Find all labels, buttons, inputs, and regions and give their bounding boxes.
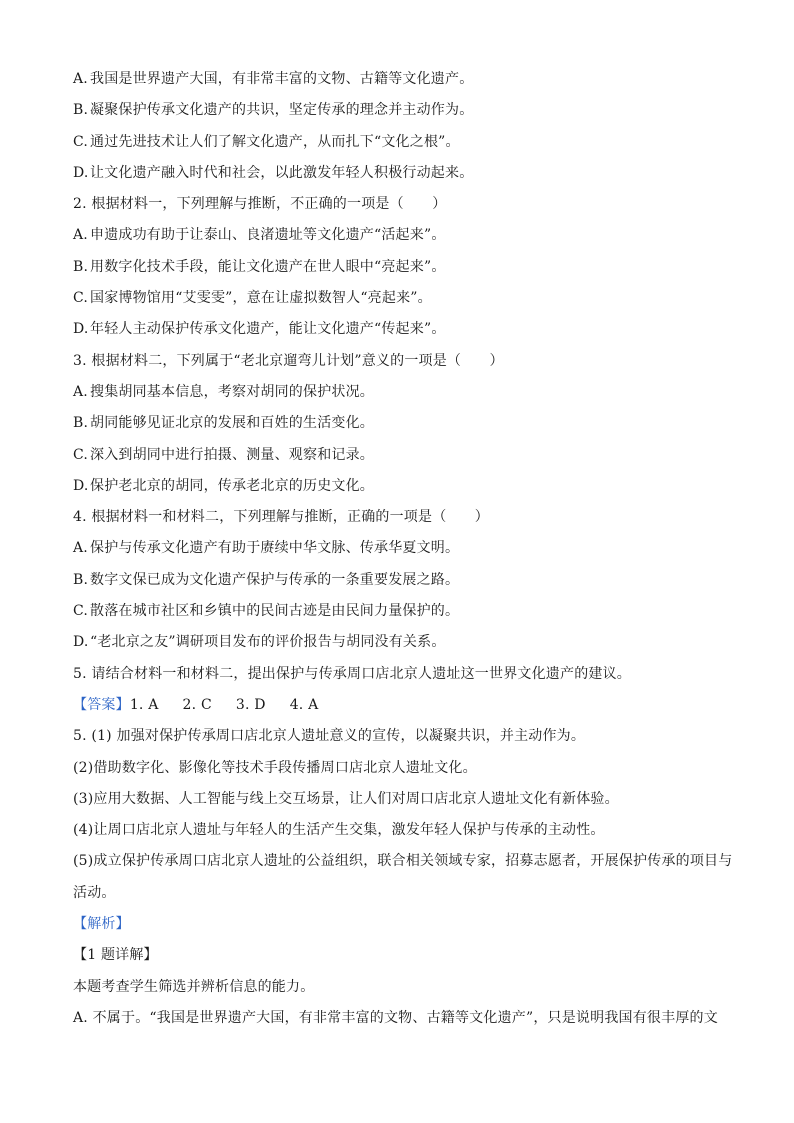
option-text: 通过先进技术让人们了解文化遗产，从而扎下“文化之根”。: [90, 133, 460, 150]
answer-key: 2. C: [182, 696, 212, 713]
answer-key: 4. A: [289, 696, 319, 713]
option-text: 保护与传承文化遗产有助于赓续中华文脉、传承华夏文明。: [90, 540, 460, 557]
answer-item-4: (4)让周口店北京人遗址与年轻人的生活产生交集，激发年轻人保护与传承的主动性。: [73, 822, 605, 839]
option-text: 让文化遗产融入时代和社会，以此激发年轻人积极行动起来。: [90, 164, 474, 181]
option-letter: C.: [73, 290, 89, 307]
answer-item-2: (2)借助数字化、影像化等技术手段传播周口店北京人遗址文化。: [73, 759, 477, 776]
q1-option-b: [73, 95, 733, 126]
q2-stem: 2. 根据材料一，下列理解与推断，不正确的一项是（ ）: [73, 196, 447, 213]
option-text: 国家博物馆用“艾雯雯”，意在让虚拟数智人“亮起来”。: [90, 290, 432, 307]
option-letter: D.: [73, 321, 89, 338]
q2-option-c: [73, 283, 733, 314]
option-letter: D.: [73, 634, 89, 651]
option-text: 胡同能够见证北京的发展和百姓的生活变化。: [90, 415, 374, 432]
option-letter: A.: [73, 540, 88, 557]
q3-option-d: [73, 471, 733, 502]
option-letter: C.: [73, 603, 89, 620]
analysis-label: 【解析】: [73, 916, 130, 933]
q1-option-a: [73, 64, 733, 95]
option-text: 用数字化技术手段，能让文化遗产在世人眼中“亮起来”。: [90, 258, 446, 275]
q4-option-c: [73, 596, 733, 627]
document-page: [73, 64, 733, 1034]
q2-option-a: [73, 220, 733, 251]
option-letter: A.: [73, 71, 88, 87]
answer-key: 3. D: [235, 696, 266, 713]
answer-item-5-line-2: 活动。: [73, 884, 116, 901]
option-letter: A.: [73, 227, 88, 244]
option-text: 深入到胡同中进行拍摄、测量、观察和记录。: [90, 446, 374, 463]
q4-option-d: [73, 627, 733, 658]
option-text: 凝聚保护传承文化遗产的共识，坚定传承的理念并主动作为。: [90, 102, 474, 119]
option-text: 我国是世界遗产大国，有非常丰富的文物、古籍等文化遗产。: [90, 71, 474, 87]
analysis-intro: 本题考查学生筛选并辨析信息的能力。: [73, 978, 315, 995]
q2-option-d: [73, 314, 733, 345]
analysis-detail-label: 【1 题详解】: [73, 947, 158, 964]
option-text: 保护老北京的胡同，传承老北京的历史文化。: [90, 477, 374, 494]
q3-option-b: [73, 408, 733, 439]
option-text: 散落在城市社区和乡镇中的民间古迹是由民间力量保护的。: [90, 603, 460, 620]
answer-item-1: 5. (1) 加强对保护传承周口店北京人遗址意义的宣传，以凝聚共识，并主动作为。: [73, 728, 586, 745]
answer-label: 【答案】: [73, 696, 130, 713]
option-text: “老北京之友”调研项目发布的评价报告与胡同没有关系。: [90, 634, 446, 651]
answer-key: 1. A: [129, 696, 159, 713]
option-letter: D.: [73, 477, 89, 494]
option-text: 数字文保已成为文化遗产保护与传承的一条重要发展之路。: [90, 571, 460, 588]
answer-keys-line: [73, 690, 733, 721]
q1-option-d: [73, 158, 733, 189]
option-text: 年轻人主动保护传承文化遗产，能让文化遗产“传起来”。: [90, 321, 446, 338]
q3-option-c: [73, 440, 733, 471]
q4-stem: 4. 根据材料一和材料二，下列理解与推断，正确的一项是（ ）: [73, 509, 490, 526]
option-letter: C.: [73, 133, 89, 150]
analysis-option-a: A. 不属于。“我国是世界遗产大国，有非常丰富的文物、古籍等文化遗产”，只是说明我国有很丰厚的文: [73, 1009, 718, 1026]
q4-option-b: [73, 565, 733, 596]
q2-option-b: [73, 252, 733, 283]
option-letter: B.: [73, 571, 89, 588]
answer-item-5-line-1: (5)成立保护传承周口店北京人遗址的公益组织，联合相关领域专家，招募志愿者，开展保护传承的项目与: [73, 853, 733, 870]
q5-stem: 5. 请结合材料一和材料二，提出保护与传承周口店北京人遗址这一世界文化遗产的建议。: [73, 665, 632, 682]
option-text: 搜集胡同基本信息，考察对胡同的保护状况。: [90, 383, 374, 400]
q1-option-c: [73, 127, 733, 158]
option-letter: B.: [73, 258, 89, 275]
option-letter: A.: [73, 383, 88, 400]
q3-stem: 3. 根据材料二，下列属于“老北京遛弯儿计划”意义的一项是（ ）: [73, 352, 504, 369]
option-letter: C.: [73, 446, 89, 463]
option-letter: D.: [73, 164, 89, 181]
q3-option-a: [73, 377, 733, 408]
option-letter: B.: [73, 415, 89, 432]
answer-item-3: (3)应用大数据、人工智能与线上交互场景，让人们对周口店北京人遗址文化有新体验。: [73, 790, 619, 807]
option-text: 申遗成功有助于让泰山、良渚遗址等文化遗产“活起来”。: [90, 227, 446, 244]
q4-option-a: [73, 533, 733, 564]
option-letter: B.: [73, 102, 89, 119]
